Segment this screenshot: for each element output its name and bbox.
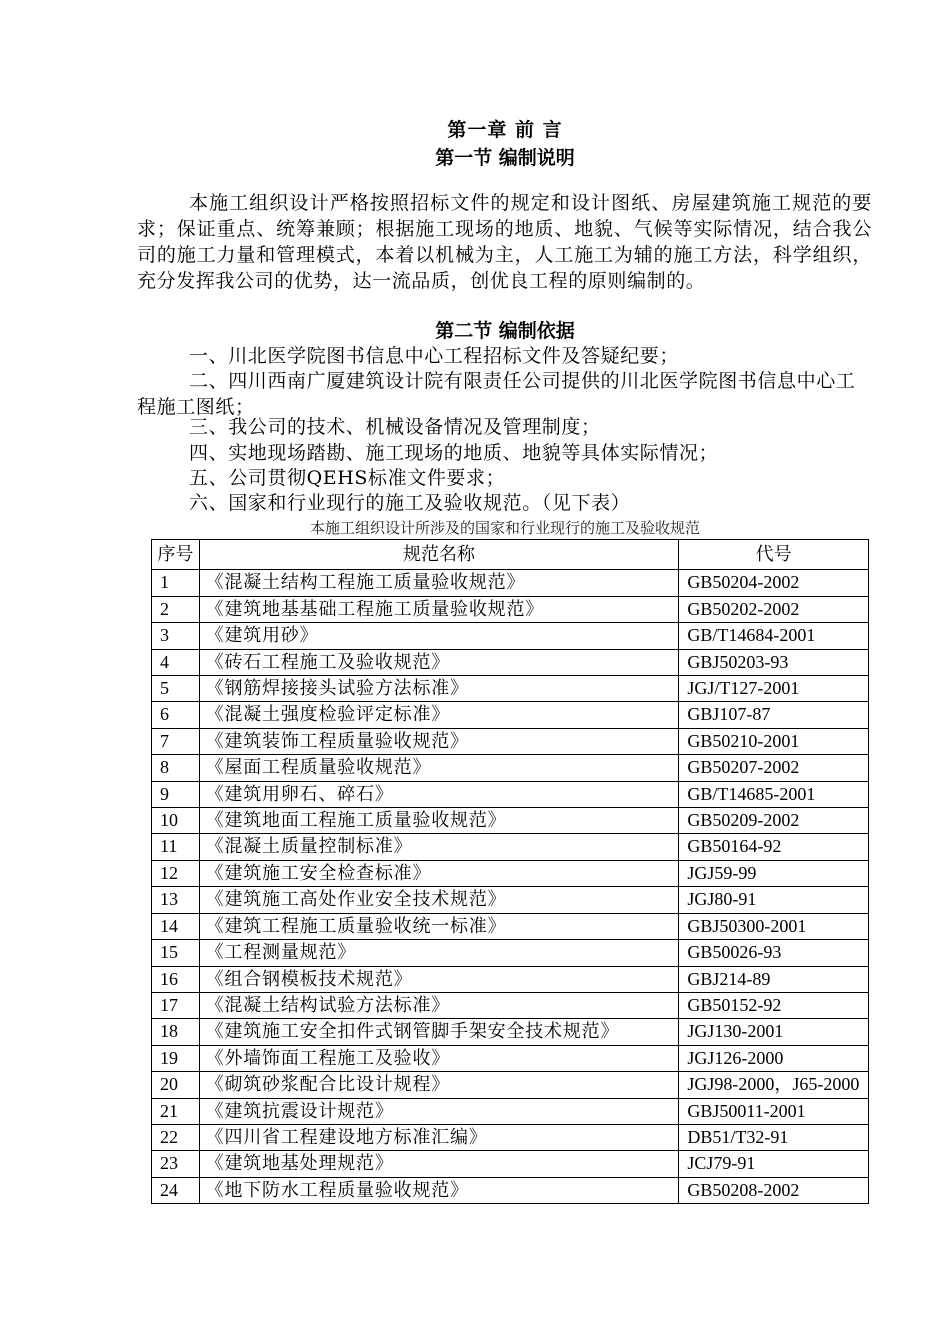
standard-name: 《建筑地基基础工程施工质量验收规范》 [199, 596, 679, 622]
basis-item-5: 五、公司贯彻QEHS标准文件要求； [189, 467, 506, 489]
standard-code: GBJ50011-2001 [679, 1098, 869, 1124]
table-row [152, 940, 869, 966]
table-row [152, 596, 869, 622]
standard-name: 《外墙饰面工程施工及验收》 [199, 1045, 679, 1071]
table-row [152, 860, 869, 886]
row-number: 1 [152, 570, 200, 596]
standard-code: GB/T14684-2001 [679, 623, 869, 649]
row-number: 24 [152, 1177, 200, 1203]
standard-code: GB50204-2002 [679, 570, 869, 596]
basis-item-4: 四、实地现场踏勘、施工现场的地质、地貌等具体实际情况； [189, 442, 719, 464]
standard-code: GBJ107-87 [679, 702, 869, 728]
standard-code: JGJ130-2001 [679, 1019, 869, 1045]
standard-code: GB50202-2002 [679, 596, 869, 622]
table-row [152, 1072, 869, 1098]
table-body [152, 570, 869, 1204]
table-row [152, 676, 869, 702]
row-number: 9 [152, 781, 200, 807]
standard-code: JGJ126-2000 [679, 1045, 869, 1071]
standard-name: 《组合钢模板技术规范》 [199, 966, 679, 992]
table-row [152, 913, 869, 939]
table-row [152, 728, 869, 754]
row-number: 12 [152, 860, 200, 886]
row-number: 19 [152, 1045, 200, 1071]
header-name: 规范名称 [199, 540, 679, 570]
row-number: 22 [152, 1124, 200, 1150]
row-number: 11 [152, 834, 200, 860]
standard-name: 《地下防水工程质量验收规范》 [199, 1177, 679, 1203]
row-number: 21 [152, 1098, 200, 1124]
standard-code: GB/T14685-2001 [679, 781, 869, 807]
row-number: 18 [152, 1019, 200, 1045]
table-row [152, 808, 869, 834]
standard-code: GBJ50203-93 [679, 649, 869, 675]
row-number: 23 [152, 1151, 200, 1177]
standard-name: 《建筑施工高处作业安全技术规范》 [199, 887, 679, 913]
standard-name: 《建筑用砂》 [199, 623, 679, 649]
standard-code: JGJ59-99 [679, 860, 869, 886]
row-number: 16 [152, 966, 200, 992]
standard-code: GB50152-92 [679, 992, 869, 1018]
section-title-1: 第一节 编制说明 [435, 147, 575, 169]
standard-code: JGJ80-91 [679, 887, 869, 913]
standard-name: 《建筑地面工程施工质量验收规范》 [199, 808, 679, 834]
section1-paragraph: 本施工组织设计严格按照招标文件的规定和设计图纸、房屋建筑施工规范的要求；保证重点、统筹兼顾；根据施工现场的地质、地貌、气候等实际情况，结合我公司的施工力量和管理模式，本着以机械为主，人工施工为辅的施工方法，科学组织，充分发挥我公司的优势，达一流品质，创优良工程的原则编制的。 [137, 192, 872, 292]
table-row [152, 1045, 869, 1071]
standard-name: 《建筑地基处理规范》 [199, 1151, 679, 1177]
header-code: 代号 [679, 540, 869, 570]
standards-table [151, 539, 869, 1204]
standard-code: DB51/T32-91 [679, 1124, 869, 1150]
standard-name: 《建筑用卵石、碎石》 [199, 781, 679, 807]
chapter-title: 第一章 前 言 [447, 119, 563, 141]
row-number: 10 [152, 808, 200, 834]
standard-name: 《混凝土结构工程施工质量验收规范》 [199, 570, 679, 596]
standard-name: 《钢筋焊接接头试验方法标准》 [199, 676, 679, 702]
row-number: 2 [152, 596, 200, 622]
table-row [152, 992, 869, 1018]
table-header-row [152, 540, 869, 570]
standard-name: 《四川省工程建设地方标准汇编》 [199, 1124, 679, 1150]
row-number: 6 [152, 702, 200, 728]
table-row [152, 702, 869, 728]
standard-code: GB50164-92 [679, 834, 869, 860]
standard-name: 《建筑施工安全扣件式钢管脚手架安全技术规范》 [199, 1019, 679, 1045]
standard-code: JGJ98-2000，J65-2000 [679, 1072, 869, 1098]
table-row [152, 570, 869, 596]
row-number: 4 [152, 649, 200, 675]
standard-code: GB50210-2001 [679, 728, 869, 754]
row-number: 15 [152, 940, 200, 966]
standard-code: GBJ50300-2001 [679, 913, 869, 939]
standard-code: JGJ/T127-2001 [679, 676, 869, 702]
header-no: 序号 [152, 540, 200, 570]
table-row [152, 781, 869, 807]
standard-code: GB50026-93 [679, 940, 869, 966]
row-number: 13 [152, 887, 200, 913]
table-row [152, 834, 869, 860]
table-row [152, 755, 869, 781]
basis-item-3: 三、我公司的技术、机械设备情况及管理制度； [189, 416, 601, 438]
standard-name: 《砌筑砂浆配合比设计规程》 [199, 1072, 679, 1098]
standard-code: GB50208-2002 [679, 1177, 869, 1203]
standard-name: 《混凝土质量控制标准》 [199, 834, 679, 860]
standard-name: 《混凝土结构试验方法标准》 [199, 992, 679, 1018]
row-number: 8 [152, 755, 200, 781]
basis-item-1: 一、川北医学院图书信息中心工程招标文件及答疑纪要； [189, 345, 680, 367]
table-row [152, 1124, 869, 1150]
table-row [152, 649, 869, 675]
standard-code: GBJ214-89 [679, 966, 869, 992]
basis-item-6: 六、国家和行业现行的施工及验收规范。（见下表） [189, 492, 631, 514]
row-number: 7 [152, 728, 200, 754]
table-row [152, 1019, 869, 1045]
basis-item-2: 二、四川西南广厦建筑设计院有限责任公司提供的川北医学院图书信息中心工程施工图纸； [137, 370, 856, 418]
standard-name: 《建筑工程施工质量验收统一标准》 [199, 913, 679, 939]
section-title-2: 第二节 编制依据 [435, 320, 575, 342]
standard-code: JCJ79-91 [679, 1151, 869, 1177]
standard-name: 《工程测量规范》 [199, 940, 679, 966]
row-number: 17 [152, 992, 200, 1018]
standard-name: 《建筑施工安全检查标准》 [199, 860, 679, 886]
row-number: 14 [152, 913, 200, 939]
row-number: 3 [152, 623, 200, 649]
standard-code: GB50209-2002 [679, 808, 869, 834]
row-number: 5 [152, 676, 200, 702]
table-row [152, 966, 869, 992]
standard-name: 《砖石工程施工及验收规范》 [199, 649, 679, 675]
row-number: 20 [152, 1072, 200, 1098]
standard-name: 《屋面工程质量验收规范》 [199, 755, 679, 781]
table-caption: 本施工组织设计所涉及的国家和行业现行的施工及验收规范 [309, 519, 700, 537]
table-row [152, 887, 869, 913]
standard-name: 《建筑装饰工程质量验收规范》 [199, 728, 679, 754]
standard-name: 《建筑抗震设计规范》 [199, 1098, 679, 1124]
table-row [152, 1151, 869, 1177]
standard-code: GB50207-2002 [679, 755, 869, 781]
standard-name: 《混凝土强度检验评定标准》 [199, 702, 679, 728]
table-row [152, 623, 869, 649]
table-row [152, 1098, 869, 1124]
table-row [152, 1177, 869, 1203]
